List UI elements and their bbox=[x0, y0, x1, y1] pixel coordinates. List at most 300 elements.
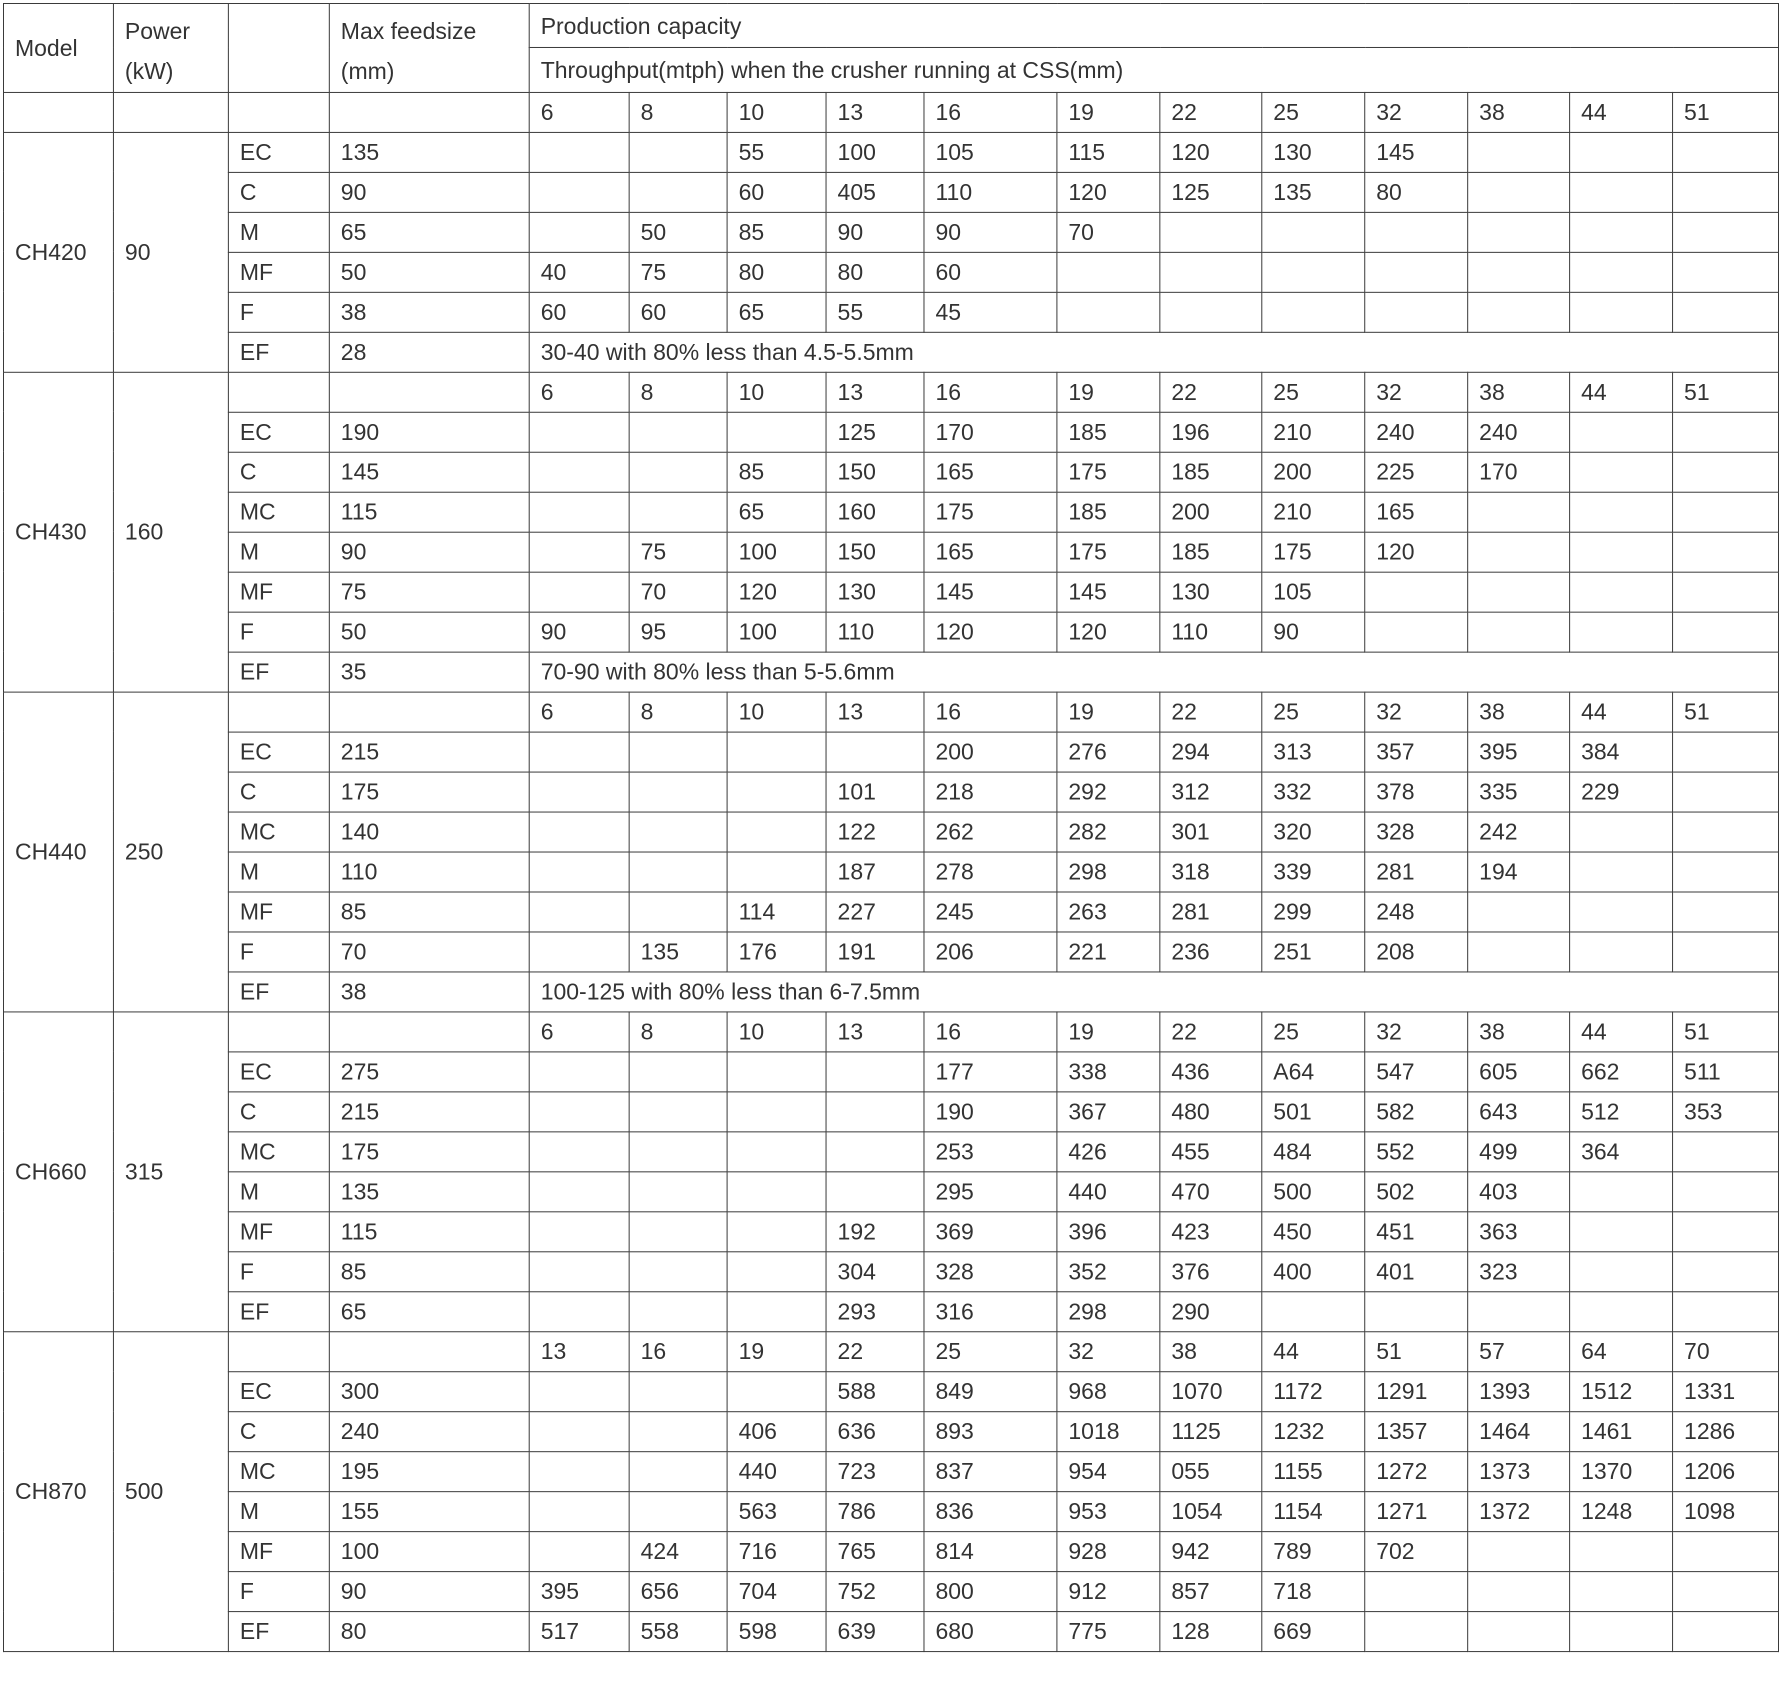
capacity-value bbox=[727, 1131, 826, 1171]
table-row bbox=[3, 1251, 1778, 1291]
capacity-value bbox=[826, 1171, 924, 1211]
capacity-value: 45 bbox=[924, 292, 1057, 332]
capacity-value bbox=[629, 1171, 727, 1211]
capacity-value bbox=[1570, 1531, 1673, 1571]
capacity-value bbox=[529, 492, 629, 532]
capacity-value bbox=[1365, 612, 1468, 652]
model-power: 250 bbox=[113, 692, 228, 1012]
capacity-value: 192 bbox=[826, 1211, 924, 1251]
capacity-value: 323 bbox=[1468, 1251, 1570, 1291]
cavity-name: M bbox=[228, 212, 329, 252]
capacity-value bbox=[1160, 212, 1262, 252]
capacity-value bbox=[727, 1371, 826, 1411]
capacity-value: 170 bbox=[924, 412, 1057, 452]
css-value: 6 bbox=[529, 92, 629, 132]
capacity-value: 426 bbox=[1057, 1131, 1160, 1171]
capacity-value: 480 bbox=[1160, 1091, 1262, 1131]
max-feed-value: 175 bbox=[329, 772, 529, 812]
table-row bbox=[3, 1291, 1778, 1331]
css-value: 64 bbox=[1570, 1331, 1673, 1371]
capacity-value: 357 bbox=[1365, 732, 1468, 772]
max-feed-value: 135 bbox=[329, 1171, 529, 1211]
header-feed-unit: (mm) bbox=[340, 58, 395, 85]
capacity-value bbox=[1570, 852, 1673, 892]
header-throughput: Throughput(mtph) when the crusher running at CSS(mm) bbox=[529, 48, 1778, 92]
capacity-value bbox=[629, 1051, 727, 1091]
max-feed-value: 28 bbox=[329, 332, 529, 372]
capacity-value: 278 bbox=[924, 852, 1057, 892]
table-row bbox=[3, 172, 1778, 212]
capacity-value: 1461 bbox=[1570, 1411, 1673, 1451]
max-feed-value: 190 bbox=[329, 412, 529, 452]
capacity-value: 298 bbox=[1057, 1291, 1160, 1331]
capacity-value: 262 bbox=[924, 812, 1057, 852]
capacity-value: 364 bbox=[1570, 1131, 1673, 1171]
capacity-value bbox=[727, 1091, 826, 1131]
capacity-value: 135 bbox=[629, 931, 727, 971]
capacity-value: 65 bbox=[727, 292, 826, 332]
capacity-value: 165 bbox=[924, 452, 1057, 492]
model-name: CH660 bbox=[3, 1011, 113, 1331]
capacity-value: 248 bbox=[1365, 891, 1468, 931]
model-power: 90 bbox=[113, 132, 228, 372]
capacity-value: 150 bbox=[826, 452, 924, 492]
capacity-value bbox=[529, 132, 629, 172]
css-feed-blank bbox=[329, 1011, 529, 1051]
capacity-value bbox=[1570, 812, 1673, 852]
capacity-value bbox=[1673, 1611, 1779, 1651]
capacity-value: 185 bbox=[1160, 452, 1262, 492]
capacity-value: 240 bbox=[1365, 412, 1468, 452]
max-feed-value: 65 bbox=[329, 1291, 529, 1331]
capacity-value: 786 bbox=[826, 1491, 924, 1531]
cavity-name: F bbox=[228, 1571, 329, 1611]
capacity-value bbox=[1673, 1291, 1779, 1331]
css-value: 25 bbox=[1262, 372, 1365, 412]
cavity-name: MF bbox=[228, 252, 329, 292]
cavity-name: C bbox=[228, 172, 329, 212]
css-value: 6 bbox=[529, 692, 629, 732]
capacity-value: 187 bbox=[826, 852, 924, 892]
capacity-value bbox=[1570, 172, 1673, 212]
capacity-value bbox=[1570, 1611, 1673, 1651]
css-value: 6 bbox=[529, 1011, 629, 1051]
capacity-value: A64 bbox=[1262, 1051, 1365, 1091]
capacity-value: 789 bbox=[1262, 1531, 1365, 1571]
capacity-value bbox=[529, 891, 629, 931]
cavity-name: M bbox=[228, 1491, 329, 1531]
capacity-value: 185 bbox=[1160, 532, 1262, 572]
max-feed-value: 50 bbox=[329, 612, 529, 652]
css-value: 13 bbox=[826, 372, 924, 412]
capacity-value bbox=[529, 1051, 629, 1091]
css-value: 10 bbox=[727, 692, 826, 732]
capacity-value: 752 bbox=[826, 1571, 924, 1611]
capacity-value: 1370 bbox=[1570, 1451, 1673, 1491]
capacity-value: 716 bbox=[727, 1531, 826, 1571]
capacity-value: 75 bbox=[629, 252, 727, 292]
capacity-value: 775 bbox=[1057, 1611, 1160, 1651]
capacity-value: 405 bbox=[826, 172, 924, 212]
max-feed-value: 50 bbox=[329, 252, 529, 292]
capacity-value bbox=[1673, 212, 1779, 252]
max-feed-value: 140 bbox=[329, 812, 529, 852]
cavity-name: MF bbox=[228, 572, 329, 612]
capacity-value bbox=[1365, 212, 1468, 252]
css-row bbox=[3, 372, 1778, 412]
capacity-value: 130 bbox=[826, 572, 924, 612]
max-feed-value: 85 bbox=[329, 1251, 529, 1291]
table-row bbox=[3, 132, 1778, 172]
capacity-value bbox=[1570, 292, 1673, 332]
capacity-value: 558 bbox=[629, 1611, 727, 1651]
capacity-value: 276 bbox=[1057, 732, 1160, 772]
max-feed-value: 115 bbox=[329, 1211, 529, 1251]
capacity-value: 290 bbox=[1160, 1291, 1262, 1331]
css-value: 10 bbox=[727, 92, 826, 132]
capacity-value bbox=[529, 1131, 629, 1171]
capacity-value bbox=[727, 1291, 826, 1331]
capacity-value: 253 bbox=[924, 1131, 1057, 1171]
capacity-value: 185 bbox=[1057, 412, 1160, 452]
capacity-value bbox=[1365, 572, 1468, 612]
max-feed-value: 275 bbox=[329, 1051, 529, 1091]
capacity-value: 547 bbox=[1365, 1051, 1468, 1091]
capacity-note: 100-125 with 80% less than 6-7.5mm bbox=[529, 971, 1778, 1011]
capacity-value bbox=[529, 572, 629, 612]
css-cavity-blank bbox=[228, 1331, 329, 1371]
table-row bbox=[3, 292, 1778, 332]
capacity-value bbox=[529, 1291, 629, 1331]
capacity-value: 499 bbox=[1468, 1131, 1570, 1171]
capacity-value: 175 bbox=[1057, 452, 1160, 492]
capacity-value: 105 bbox=[924, 132, 1057, 172]
cavity-name: EC bbox=[228, 1051, 329, 1091]
table-row bbox=[3, 572, 1778, 612]
capacity-value bbox=[629, 891, 727, 931]
max-feed-value: 85 bbox=[329, 891, 529, 931]
capacity-value: 395 bbox=[1468, 732, 1570, 772]
capacity-value: 101 bbox=[826, 772, 924, 812]
capacity-value bbox=[1468, 172, 1570, 212]
capacity-value: 55 bbox=[826, 292, 924, 332]
max-feed-value: 110 bbox=[329, 852, 529, 892]
capacity-value: 1331 bbox=[1673, 1371, 1779, 1411]
capacity-value bbox=[629, 132, 727, 172]
css-value: 51 bbox=[1673, 692, 1779, 732]
capacity-value bbox=[529, 172, 629, 212]
capacity-value: 294 bbox=[1160, 732, 1262, 772]
css-value: 22 bbox=[1160, 92, 1262, 132]
capacity-value bbox=[1673, 612, 1779, 652]
cavity-name: MC bbox=[228, 1451, 329, 1491]
capacity-value: 704 bbox=[727, 1571, 826, 1611]
capacity-value bbox=[629, 1211, 727, 1251]
css-value: 32 bbox=[1365, 92, 1468, 132]
capacity-value bbox=[629, 1451, 727, 1491]
capacity-value: 304 bbox=[826, 1251, 924, 1291]
capacity-value bbox=[629, 1251, 727, 1291]
css-value: 70 bbox=[1673, 1331, 1779, 1371]
css-value: 25 bbox=[1262, 1011, 1365, 1051]
capacity-value: 363 bbox=[1468, 1211, 1570, 1251]
css-cavity-blank bbox=[228, 372, 329, 412]
capacity-value bbox=[629, 1491, 727, 1531]
max-feed-value: 175 bbox=[329, 1131, 529, 1171]
capacity-value: 1154 bbox=[1262, 1491, 1365, 1531]
css-feed-blank bbox=[329, 1331, 529, 1371]
header-row-1 bbox=[3, 3, 1778, 47]
table-row bbox=[3, 652, 1778, 692]
capacity-value: 125 bbox=[826, 412, 924, 452]
capacity-value: 313 bbox=[1262, 732, 1365, 772]
capacity-value bbox=[1468, 1531, 1570, 1571]
cavity-name: EC bbox=[228, 732, 329, 772]
cavity-name: EF bbox=[228, 652, 329, 692]
cavity-name: C bbox=[228, 1411, 329, 1451]
capacity-value: 190 bbox=[924, 1091, 1057, 1131]
capacity-value bbox=[1570, 1571, 1673, 1611]
capacity-value: 484 bbox=[1262, 1131, 1365, 1171]
css-value: 44 bbox=[1570, 92, 1673, 132]
capacity-value: 316 bbox=[924, 1291, 1057, 1331]
capacity-value: 75 bbox=[629, 532, 727, 572]
capacity-value: 639 bbox=[826, 1611, 924, 1651]
capacity-value bbox=[1673, 1571, 1779, 1611]
capacity-value: 1172 bbox=[1262, 1371, 1365, 1411]
capacity-value bbox=[1673, 292, 1779, 332]
css-value: 16 bbox=[924, 1011, 1057, 1051]
css-value: 19 bbox=[727, 1331, 826, 1371]
css-value: 22 bbox=[1160, 1011, 1262, 1051]
capacity-value: 221 bbox=[1057, 931, 1160, 971]
capacity-value: 582 bbox=[1365, 1091, 1468, 1131]
capacity-value: 588 bbox=[826, 1371, 924, 1411]
capacity-value: 293 bbox=[826, 1291, 924, 1331]
table-row bbox=[3, 252, 1778, 292]
table-row bbox=[3, 1211, 1778, 1251]
capacity-value: 1393 bbox=[1468, 1371, 1570, 1411]
capacity-value: 662 bbox=[1570, 1051, 1673, 1091]
capacity-value: 598 bbox=[727, 1611, 826, 1651]
capacity-value: 511 bbox=[1673, 1051, 1779, 1091]
capacity-value: 145 bbox=[1057, 572, 1160, 612]
capacity-value bbox=[1570, 1211, 1673, 1251]
capacity-value bbox=[629, 1291, 727, 1331]
capacity-value: 60 bbox=[924, 252, 1057, 292]
capacity-value: 40 bbox=[529, 252, 629, 292]
capacity-value: 120 bbox=[1365, 532, 1468, 572]
capacity-value: 100 bbox=[727, 532, 826, 572]
cavity-name: F bbox=[228, 1251, 329, 1291]
capacity-value bbox=[529, 452, 629, 492]
max-feed-value: 35 bbox=[329, 652, 529, 692]
css-value: 19 bbox=[1057, 372, 1160, 412]
capacity-value bbox=[1673, 132, 1779, 172]
capacity-value bbox=[1570, 252, 1673, 292]
capacity-value: 636 bbox=[826, 1411, 924, 1451]
cavity-name: MC bbox=[228, 812, 329, 852]
capacity-value: 384 bbox=[1570, 732, 1673, 772]
capacity-value: 451 bbox=[1365, 1211, 1468, 1251]
capacity-value: 680 bbox=[924, 1611, 1057, 1651]
capacity-value: 836 bbox=[924, 1491, 1057, 1531]
max-feed-value: 155 bbox=[329, 1491, 529, 1531]
capacity-value: 299 bbox=[1262, 891, 1365, 931]
capacity-value: 500 bbox=[1262, 1171, 1365, 1211]
max-feed-value: 215 bbox=[329, 732, 529, 772]
table-row bbox=[3, 412, 1778, 452]
css-value: 32 bbox=[1365, 372, 1468, 412]
capacity-value: 227 bbox=[826, 891, 924, 931]
capacity-value: 60 bbox=[529, 292, 629, 332]
capacity-value: 1054 bbox=[1160, 1491, 1262, 1531]
capacity-value: 335 bbox=[1468, 772, 1570, 812]
css-value: 22 bbox=[1160, 372, 1262, 412]
css-value: 44 bbox=[1262, 1331, 1365, 1371]
css-feed-blank bbox=[329, 372, 529, 412]
css-value: 13 bbox=[826, 692, 924, 732]
capacity-value bbox=[1262, 252, 1365, 292]
capacity-value bbox=[1673, 532, 1779, 572]
css-row bbox=[3, 1011, 1778, 1051]
capacity-value: 175 bbox=[1262, 532, 1365, 572]
css-row bbox=[3, 692, 1778, 732]
table-row bbox=[3, 812, 1778, 852]
capacity-value bbox=[529, 1451, 629, 1491]
capacity-value: 1357 bbox=[1365, 1411, 1468, 1451]
capacity-value: 105 bbox=[1262, 572, 1365, 612]
capacity-value: 191 bbox=[826, 931, 924, 971]
capacity-value bbox=[1262, 1291, 1365, 1331]
capacity-value: 122 bbox=[826, 812, 924, 852]
table-row bbox=[3, 1611, 1778, 1651]
capacity-value: 332 bbox=[1262, 772, 1365, 812]
capacity-value: 367 bbox=[1057, 1091, 1160, 1131]
max-feed-value: 38 bbox=[329, 971, 529, 1011]
capacity-value: 236 bbox=[1160, 931, 1262, 971]
capacity-value bbox=[1570, 132, 1673, 172]
cavity-name: MF bbox=[228, 1531, 329, 1571]
capacity-value: 281 bbox=[1365, 852, 1468, 892]
table-row bbox=[3, 1051, 1778, 1091]
capacity-value: 1272 bbox=[1365, 1451, 1468, 1491]
capacity-value bbox=[529, 1171, 629, 1211]
css-cavity-blank bbox=[228, 692, 329, 732]
capacity-value: 953 bbox=[1057, 1491, 1160, 1531]
capacity-value bbox=[1570, 212, 1673, 252]
capacity-value: 128 bbox=[1160, 1611, 1262, 1651]
css-value: 10 bbox=[727, 372, 826, 412]
capacity-value: 669 bbox=[1262, 1611, 1365, 1651]
css-value: 38 bbox=[1468, 92, 1570, 132]
capacity-value: 298 bbox=[1057, 852, 1160, 892]
css-value: 13 bbox=[529, 1331, 629, 1371]
table-row bbox=[3, 891, 1778, 931]
css-value: 51 bbox=[1673, 372, 1779, 412]
model-name: CH870 bbox=[3, 1331, 113, 1651]
capacity-value: 301 bbox=[1160, 812, 1262, 852]
max-feed-value: 115 bbox=[329, 492, 529, 532]
model-name: CH420 bbox=[3, 132, 113, 372]
capacity-value bbox=[727, 1211, 826, 1251]
css-value: 32 bbox=[1057, 1331, 1160, 1371]
capacity-value bbox=[1468, 612, 1570, 652]
capacity-value: 857 bbox=[1160, 1571, 1262, 1611]
css-value: 8 bbox=[629, 92, 727, 132]
capacity-value bbox=[727, 852, 826, 892]
capacity-value bbox=[1365, 1611, 1468, 1651]
capacity-value bbox=[727, 412, 826, 452]
capacity-value bbox=[1673, 452, 1779, 492]
css-value: 16 bbox=[629, 1331, 727, 1371]
capacity-value: 110 bbox=[1160, 612, 1262, 652]
capacity-value: 440 bbox=[1057, 1171, 1160, 1211]
model-power: 315 bbox=[113, 1011, 228, 1331]
capacity-value bbox=[629, 852, 727, 892]
capacity-value bbox=[529, 1411, 629, 1451]
capacity-value bbox=[1468, 532, 1570, 572]
capacity-value: 120 bbox=[1057, 172, 1160, 212]
capacity-value: 1125 bbox=[1160, 1411, 1262, 1451]
capacity-value bbox=[1673, 772, 1779, 812]
table-row bbox=[3, 1571, 1778, 1611]
table-row bbox=[3, 332, 1778, 372]
capacity-value bbox=[727, 1051, 826, 1091]
capacity-value: 176 bbox=[727, 931, 826, 971]
css-value: 6 bbox=[529, 372, 629, 412]
css-value: 44 bbox=[1570, 1011, 1673, 1051]
cavity-name: M bbox=[228, 1171, 329, 1211]
capacity-value: 1512 bbox=[1570, 1371, 1673, 1411]
css-value: 8 bbox=[629, 692, 727, 732]
capacity-value bbox=[1160, 292, 1262, 332]
capacity-value: 60 bbox=[727, 172, 826, 212]
capacity-value: 80 bbox=[727, 252, 826, 292]
capacity-value bbox=[727, 1251, 826, 1291]
capacity-value bbox=[629, 172, 727, 212]
capacity-value: 312 bbox=[1160, 772, 1262, 812]
capacity-value bbox=[826, 1131, 924, 1171]
capacity-value: 396 bbox=[1057, 1211, 1160, 1251]
max-feed-value: 90 bbox=[329, 532, 529, 572]
css-value: 38 bbox=[1468, 692, 1570, 732]
capacity-value bbox=[1673, 732, 1779, 772]
cavity-name: EC bbox=[228, 412, 329, 452]
cavity-name: EF bbox=[228, 1291, 329, 1331]
css-header-blank bbox=[113, 92, 228, 132]
capacity-value: 376 bbox=[1160, 1251, 1262, 1291]
capacity-value bbox=[1468, 1571, 1570, 1611]
css-value: 8 bbox=[629, 1011, 727, 1051]
table-row bbox=[3, 1491, 1778, 1531]
capacity-value: 512 bbox=[1570, 1091, 1673, 1131]
capacity-value: 229 bbox=[1570, 772, 1673, 812]
capacity-value: 114 bbox=[727, 891, 826, 931]
capacity-value: 1271 bbox=[1365, 1491, 1468, 1531]
capacity-value bbox=[727, 772, 826, 812]
capacity-value: 125 bbox=[1160, 172, 1262, 212]
capacity-note: 70-90 with 80% less than 5-5.6mm bbox=[529, 652, 1778, 692]
capacity-value bbox=[529, 772, 629, 812]
capacity-value: 185 bbox=[1057, 492, 1160, 532]
capacity-value: 200 bbox=[924, 732, 1057, 772]
table-row bbox=[3, 1411, 1778, 1451]
capacity-value bbox=[1468, 292, 1570, 332]
capacity-value bbox=[1673, 572, 1779, 612]
capacity-value bbox=[629, 1371, 727, 1411]
cavity-name: C bbox=[228, 772, 329, 812]
